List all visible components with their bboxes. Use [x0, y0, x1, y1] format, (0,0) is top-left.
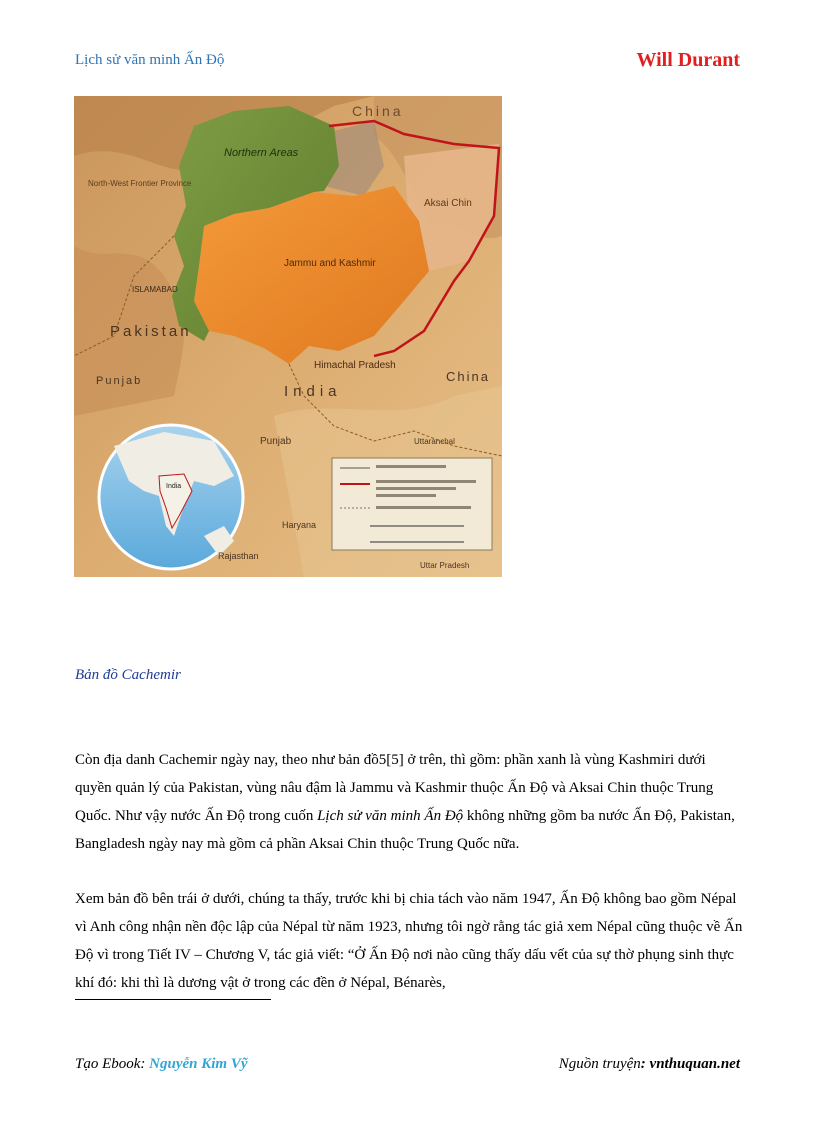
legend-text-bar: [376, 487, 456, 490]
kashmir-map-image: [74, 96, 502, 577]
legend-text-bar: [376, 465, 446, 468]
body-paragraph-1: [75, 746, 743, 858]
map-label-aksai-chin: Aksai Chin: [424, 198, 472, 209]
footer-source: [559, 1056, 740, 1073]
footer-ebook-credit: [75, 1056, 248, 1073]
map-label-pakistan: Pakistan: [110, 323, 192, 340]
map-label-india: India: [284, 383, 342, 400]
map-label-uttaranchal: Uttaranchal: [414, 437, 455, 446]
map-label-haryana: Haryana: [282, 520, 317, 530]
map-label-globe-india: India: [166, 483, 182, 490]
map-label-rajasthan: Rajasthan: [218, 551, 259, 561]
footer-ebook-label: Tạo Ebook: [75, 1056, 141, 1072]
map-label-uttar-pradesh: Uttar Pradesh: [420, 561, 470, 570]
footer-source-label: Nguồn truyện: [558, 1056, 641, 1072]
body-paragraph-2: Xem bản đồ bên trái ở dưới, chúng ta thấy, trước khi bị chia tách vào năm 1947, Ấn Độ không bao gồm Népal vì Anh công nhận nền độc lập của Népal từ năm 1923, nhưng tôi ngờ rằng tác giả xem Népal cũng thuộc về Ấn Độ vì trong Tiết IV – Chương V, tác giả viết: “Ở Ấn Độ nơi nào cũng thấy dấu vết của sự thờ phụng sinh thực khí đó: khi thì là dương vật ở trong các đền ở Népal, Bénarès,: [75, 891, 743, 991]
footnote-separator: [75, 999, 271, 1000]
map-label-punjab-pk: Punjab: [96, 375, 143, 387]
footer-source-sep: :: [640, 1056, 650, 1072]
map-caption: Bản đồ Cachemir: [75, 667, 181, 683]
map-label-jammu-kashmir: Jammu and Kashmir: [284, 258, 376, 269]
footer-ebook-name[interactable]: Nguyễn Kim Vỹ: [149, 1056, 248, 1072]
book-title: Lịch sử văn minh Ấn Độ: [75, 52, 225, 68]
footer-source-site[interactable]: vnthuquan.net: [649, 1056, 740, 1072]
map-label-punjab-in: Punjab: [260, 436, 292, 447]
paragraph-1-book-title: Lịch sử văn minh Ấn Độ: [317, 808, 464, 824]
paragraph-1-text-b: không những gồm ba nước Ấn Độ, Pakistan, Bangladesh ngày nay mà gồm cả phần Aksai Chin thuộc Trung Quốc nữa.: [75, 808, 735, 852]
author-name: Will Durant: [636, 49, 740, 71]
map-label-himachal: Himachal Pradesh: [314, 360, 396, 371]
legend-text-bar: [376, 480, 476, 483]
map-label-nw-frontier: North-West Frontier Province: [88, 179, 192, 188]
paragraph-1-text-a: Còn địa danh Cachemir ngày nay, theo như bản đồ5[5] ở trên, thì gồm: phần xanh là vùng Kashmiri dưới quyền quản lý của Pakistan, vùng nâu đậm là Jammu và Kashmir thuộc Ấn Độ và Aksai Chin thuộc Trung Quốc. Như vậy nước Ấn Độ trong cuốn: [75, 752, 714, 824]
map-label-northern-areas: Northern Areas: [224, 147, 299, 159]
map-legend-box: [332, 458, 492, 550]
map-label-china-top: China: [352, 103, 404, 119]
map-label-islamabad: ISLAMABAD: [132, 285, 178, 294]
map-label-china-right: China: [446, 369, 490, 384]
legend-text-bar: [376, 506, 471, 509]
footer-ebook-sep: :: [140, 1056, 150, 1072]
legend-text-bar: [376, 494, 436, 497]
